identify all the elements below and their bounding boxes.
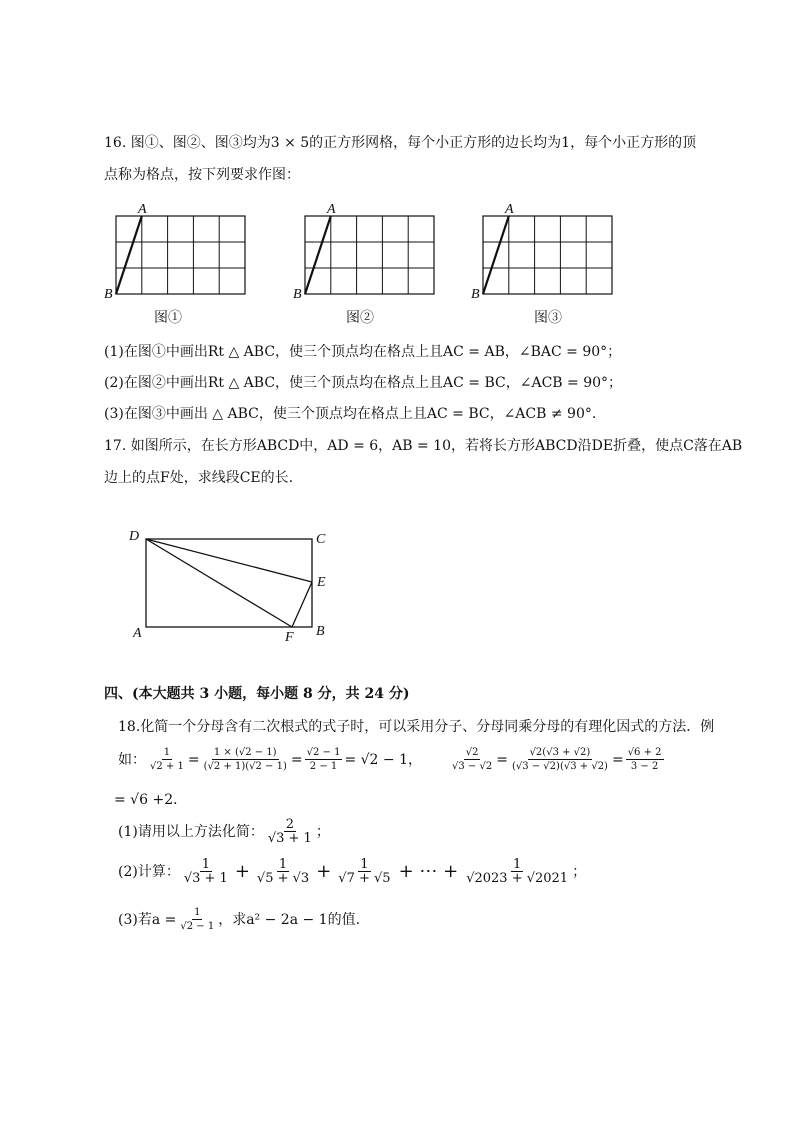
- q16-text-line1: 16. 图①、图②、图③均为3 × 5的正方形网格，每个小正方形的边长均为1，每个小正方形的顶: [104, 135, 697, 151]
- ex1-fraction-2: $\frac{1 \times (√2 - 1)}{(√2 + 1)(√2 - 1)}$: [203, 747, 287, 772]
- part2-last-term: $\frac{1}{√2023 + √2021}$: [466, 857, 569, 886]
- ex2-fraction-2: $\frac{√2(√3 + √2)}{(√3 - √2)(√3 + √2)}$: [511, 747, 608, 772]
- q17-text-line2: 边上的点F处，求线段CE的长.: [104, 470, 294, 486]
- ellipsis: + ⋯ +: [398, 861, 459, 882]
- rectangle-abcd: [146, 539, 312, 627]
- ex1-fraction-3: $\frac{√2 - 1}{2 - 1}$: [306, 747, 341, 772]
- point-label-f: F: [285, 630, 294, 645]
- part3-fraction: $\frac{1}{√2 - 1}$: [180, 907, 215, 932]
- grid-caption-3: 图③: [534, 310, 562, 326]
- grid-figure-3: [471, 202, 612, 302]
- part2-term-3: $\frac{1}{√7 + √5}$: [338, 857, 391, 886]
- part1-prefix: (1)请用以上方法化简：: [118, 824, 264, 840]
- part2-term-1: 1 √3 + 1: [183, 857, 228, 886]
- point-label-a: A: [138, 202, 147, 217]
- point-label-d: D: [129, 529, 140, 544]
- part2-prefix: (2)计算：: [118, 864, 180, 880]
- point-label-b: B: [104, 287, 113, 302]
- point-label-a: A: [505, 202, 514, 217]
- ex2-fraction-1: $\frac{√2}{√3 - √2}$: [451, 747, 493, 772]
- segment-ab: [116, 216, 142, 294]
- segment-ab: [483, 216, 509, 294]
- ex1-fraction-1: $\frac{1}{√2 + 1}$: [150, 747, 184, 772]
- part3-suffix: ，求a² − 2a − 1的值.: [218, 912, 361, 928]
- q16-sub3: (3)在图③中画出 △ ABC，使三个顶点均在格点上且AC = BC，∠ACB ≠ 90°.: [104, 406, 597, 422]
- part2-term-2: $\frac{1}{√5 + √3}$: [256, 857, 310, 886]
- point-label-c: C: [316, 532, 326, 547]
- segment-de: [146, 539, 312, 582]
- ex1-result: = √2 − 1，: [344, 752, 422, 768]
- q16-grid-figures: [100, 198, 740, 328]
- point-label-b: B: [316, 624, 325, 639]
- point-label-b: B: [471, 287, 480, 302]
- q18-part2: (2)计算： 1 √3 + 1 + $\frac{1}{√5 + √3}$ + $\frac{1}{√7 + √5}$ + ⋯ + $\frac{1}{√2023 + √2021}$ ；: [118, 857, 587, 886]
- q16-sub2: (2)在图②中画出Rt △ ABC，使三个顶点均在格点上且AC = BC，∠ACB = 90°；: [104, 375, 623, 391]
- grid-caption-2: 图②: [346, 310, 374, 326]
- segment-fe: [292, 582, 312, 627]
- point-label-a: A: [133, 626, 142, 641]
- example-prefix: 如：: [118, 752, 146, 768]
- q16-sub1: (1)在图①中画出Rt △ ABC，使三个顶点均在格点上且AC = AB，∠BAC = 90°；: [104, 344, 622, 360]
- section-4-title: 四、(本大题共 3 小题，每小题 8 分，共 24 分): [104, 686, 410, 702]
- segment-df: [146, 539, 292, 627]
- q17-text-line1: 17. 如图所示，在长方形ABCD中，AD = 6，AB = 10，若将长方形ABCD沿DE折叠，使点C落在AB: [104, 438, 743, 454]
- segment-ab: [305, 216, 331, 294]
- point-label-b: B: [293, 287, 302, 302]
- q18-text-line1: 18.化简一个分母含有二次根式的式子时，可以采用分子、分母同乘分母的有理化因式的方法．例: [118, 719, 715, 735]
- grid-figure-1: [104, 202, 245, 302]
- grid-caption-1: 图①: [154, 310, 182, 326]
- q16-text-line2: 点称为格点，按下列要求作图：: [104, 167, 300, 183]
- q17-rectangle-figure: [120, 520, 350, 650]
- part3-prefix: (3)若a =: [118, 912, 177, 928]
- ex2-result: = √6 +2．: [114, 792, 188, 808]
- point-label-a: A: [327, 202, 336, 217]
- q18-example-row: 如： $\frac{1}{√2 + 1}$ = $\frac{1 \times (√2 - 1)}{(√2 + 1)(√2 - 1)}$ = $\frac{√2 - 1}{2 - 1}$ = √2 − 1， $\frac{√2}{√3 - √2}$ = $\frac{√2(√3 + √2)}{(√3 - √2)(√3 + √2)}$ = $\frac{√6 + 2}{3 - 2}$: [118, 747, 662, 772]
- part1-fraction: 2 √3 + 1: [267, 817, 312, 846]
- ex2-fraction-3: $\frac{√6 + 2}{3 - 2}$: [627, 747, 662, 772]
- grid-figure-2: [293, 202, 434, 302]
- point-label-e: E: [317, 575, 326, 590]
- q18-part1: (1)请用以上方法化简： 2 √3 + 1 ；: [118, 817, 330, 846]
- q18-part3: [118, 906, 360, 934]
